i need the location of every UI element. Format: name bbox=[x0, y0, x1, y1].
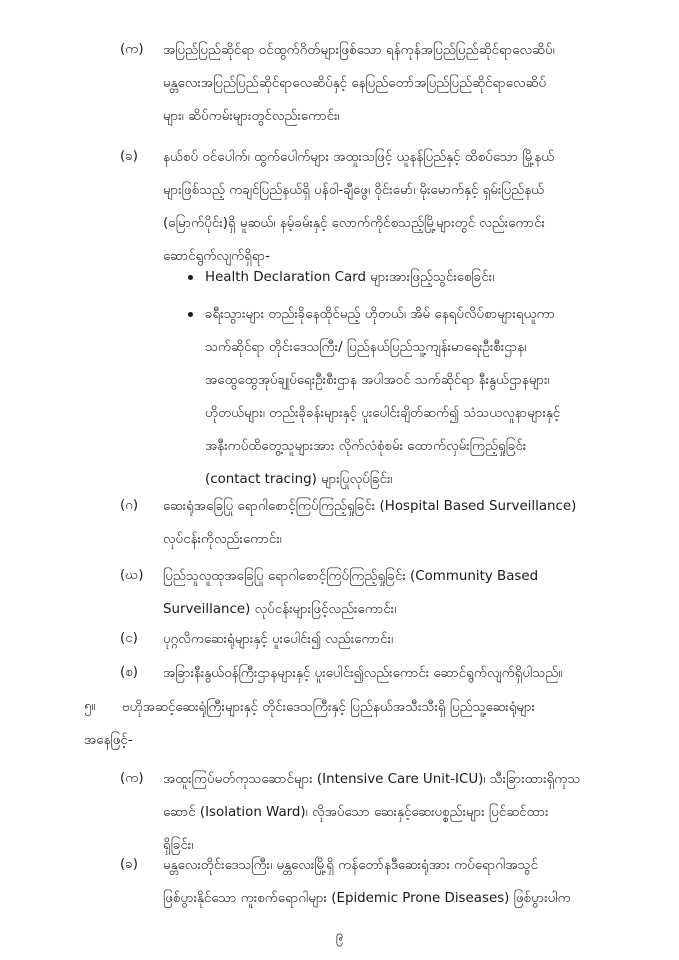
list-item: အခြားနီးနွယ်ဝန်ကြီးဌာနများနှင့် ပူးပေါင်း၍လည်းကောင်း ဆောင်ရွက်လျက်ရှိပါသည်။ bbox=[163, 666, 563, 681]
bullet-icon bbox=[188, 275, 193, 280]
list-item: ဆေးရုံအခြေပြု ရောဂါစောင့်ကြပ်ကြည့်ရှုခြင်း (Hospital Based Surveillance) လုပ်ငန်းကိုလည်းကောင်း၊ bbox=[163, 499, 577, 547]
list-item: အပြည်ပြည်ဆိုင်ရာ ဝင်ထွက်ဂိတ်များဖြစ်သော ရန်ကုန်အပြည်ပြည်ဆိုင်ရာလေဆိပ်၊ မန္တလေးအပြည်ပြည်ဆိုင်ရာလေဆိပ်နှင့် နေပြည်တော်အပြည်ပြည်ဆိုင်ရာလေဆိပ် များ၊ ဆိပ်ကမ်းများတွင်လည်းကောင်း၊ bbox=[163, 43, 555, 124]
bullet-item: ခရီးသွားများ တည်းခိုနေထိုင်မည့် ဟိုတယ်၊ အိမ် နေရပ်လိပ်စာများရယူကာ သက်ဆိုင်ရာ တိုင်းဒေသကြီး/ ပြည်နယ်ပြည်သူ့ကျန်းမာရေးဦးစီးဌာန၊ အထွေထွေအုပ်ချုပ်ရေးဦးစီးဌာန အပါအဝင် သက်ဆိုင်ရာ နီးနွယ်ဌာနများ၊ ဟိုတယ်များ၊ တည်းခိုခန်းများနှင့် ပူးပေါင်းချိတ်ဆက်၍ သံသယလူနာများနှင့် အနီးကပ်ထိတွေ့သူများအား လိုက်လံစုံစမ်း ထောက်လှမ်းကြည့်ရှုခြင်း (contact tracing) များပြုလုပ်ခြင်း၊ bbox=[205, 307, 561, 487]
item-marker: (က) bbox=[120, 771, 144, 786]
item-marker: (ခ) bbox=[120, 857, 138, 872]
page-number: ၉ bbox=[335, 928, 344, 944]
item-marker: (င) bbox=[120, 631, 138, 646]
bullet-item: Health Declaration Card များအားဖြည့်သွင်းစေခြင်း၊ bbox=[205, 270, 495, 285]
item-marker: (ခ) bbox=[120, 149, 138, 164]
bullet-icon bbox=[188, 312, 193, 317]
list-item: မန္တလေးတိုင်းဒေသကြီး၊ မန္တလေးမြို့ရှိ ကန်တော်နဒီဆေးရုံအား ကပ်ရောဂါအသွင် ဖြစ်ပွားနိုင်သော ကူးစက်ရောဂါများ (Epidemic Prone Diseases) ဖြစ်ပွားပါက bbox=[163, 858, 571, 906]
item-marker: (ဃ) bbox=[120, 568, 144, 583]
item-marker: (ဂ) bbox=[120, 498, 139, 513]
list-item: အထူးကြပ်မတ်ကုသဆောင်များ (Intensive Care Unit-ICU)၊ သီးခြားထားရှိကုသ ဆောင် (Isolation Ward)၊ လိုအပ်သော ဆေးနှင့်ဆေးပစ္စည်းများ ပြင်ဆင်ထား ရှိခြင်း၊ bbox=[163, 772, 581, 853]
item-marker: (က) bbox=[120, 42, 144, 57]
list-item: ပုဂ္ဂလိကဆေးရုံများနှင့် ပူးပေါင်း၍ လည်းကောင်း၊ bbox=[163, 632, 394, 647]
list-item: နယ်စပ် ဝင်ပေါက်၊ ထွက်ပေါက်များ အထူးသဖြင့် ယူနန်ပြည်နှင့် ထိစပ်သော မြို့နယ် များဖြစ်သည့် ကချင်ပြည်နယ်ရှိ ပန်ဝါ-ချီဖွေ၊ ဝိုင်းမော်၊ မိုးမောက်နှင့် ရှမ်းပြည်နယ် (မြောက်ပိုင်း)ရှိ မူဆယ်၊ နမ့်ခမ်းနှင့် လောက်ကိုင်စသည့်မြို့များတွင် လည်းကောင်း ဆောင်ရွက်လျက်ရှိရာ- bbox=[163, 150, 555, 264]
section-paragraph: ဗဟိုအဆင့်ဆေးရုံကြီးများနှင့် တိုင်းဒေသကြီးနှင့် ပြည်နယ်အသီးသီးရှိ ပြည်သူ့ဆေးရုံများ အနေဖြင့်- bbox=[84, 700, 536, 748]
section-number: ၅။ bbox=[84, 699, 96, 714]
item-marker: (စ) bbox=[120, 665, 138, 680]
list-item: ပြည်သူလူထုအခြေပြု ရောဂါစောင့်ကြပ်ကြည့်ရှုခြင်း (Community Based Surveillance) လုပ်ငန်းများဖြင့်လည်းကောင်း၊ bbox=[163, 569, 539, 617]
